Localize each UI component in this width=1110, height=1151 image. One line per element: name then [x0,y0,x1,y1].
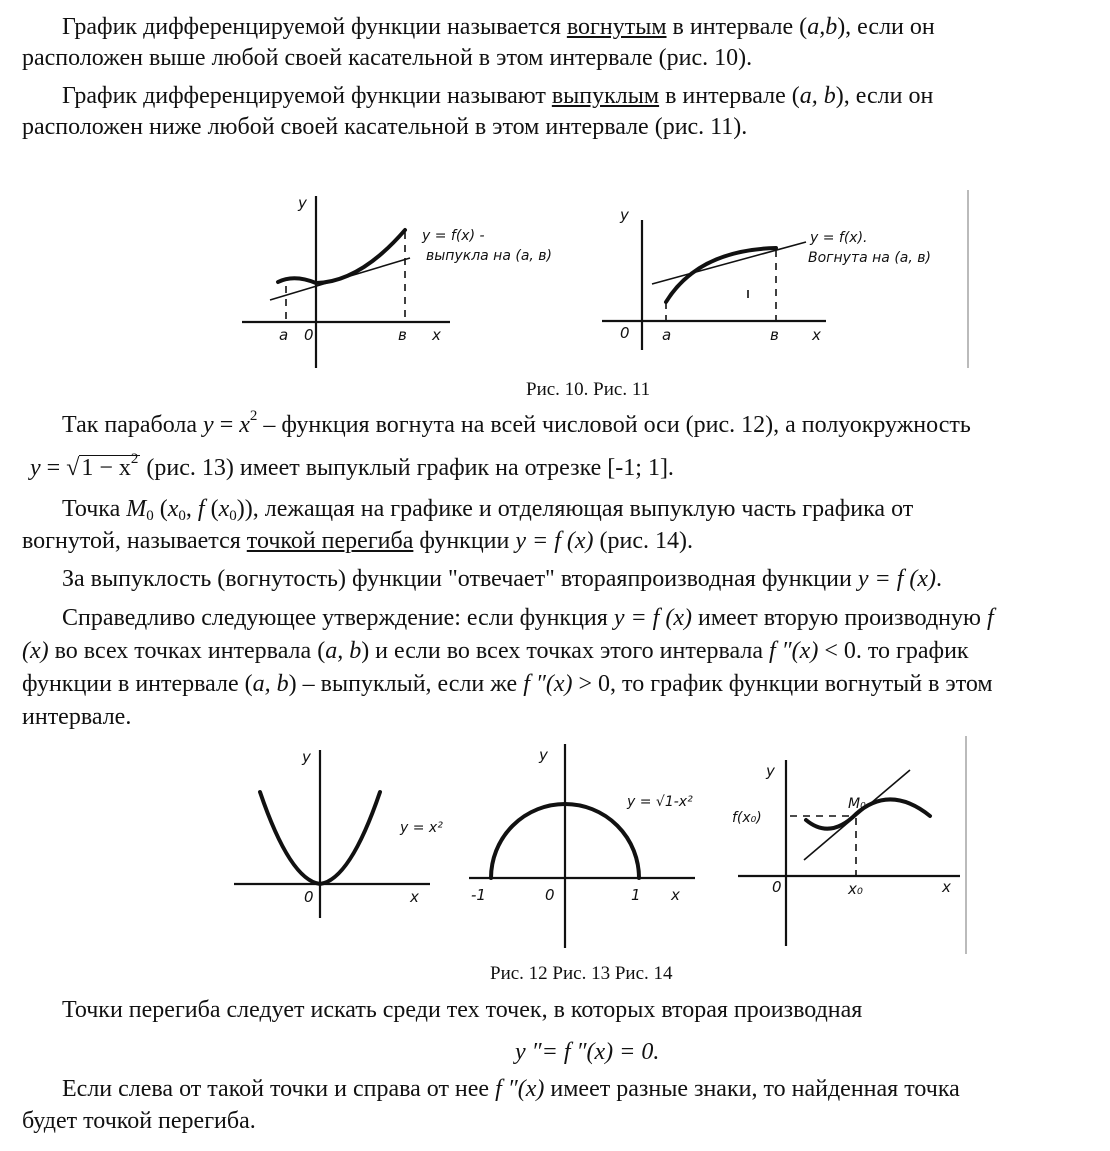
svg-text:y = f(x).: y = f(x). [810,230,868,246]
svg-text:Вогнута на (a, в): Вогнута на (a, в) [808,250,931,266]
p3-line2: $y = √1 - x^2$ (рис. 13) имеет выпуклый график на отрезке [-1; 1]. [30,451,674,481]
p4-line1: Точка $M_0$ ($x_0$, f $(x_0)$), лежащая на графике и отделяющая выпуклую часть графика от [62,496,914,524]
svg-text:0: 0 [620,324,630,342]
term-inflection-point: точкой перегиба [246,528,414,554]
p4-line2: вогнутой, называется точкой перегиба функции y = f (x) (рис. 14). [22,528,694,554]
figure-11 [600,190,990,370]
figure-14 [730,736,980,956]
svg-text:x: x [671,886,680,904]
svg-text:в: в [770,326,779,344]
p2-line1: График дифференцируемой функции называют выпуклым в интервале (a, b), если он [62,83,934,109]
p2-line2: расположен ниже любой своей касательной в этом интервале (рис. 11). [22,114,748,140]
svg-text:y: y [539,746,548,764]
p8-line1: Если слева от такой точки и справа от нее f ″(x) имеет разные знаки, то найденная точка [62,1076,960,1102]
p6-line1: Справедливо следующее утверждение: если функция y = f (x) имеет вторую производную f [62,605,994,631]
svg-text:0: 0 [304,326,314,344]
figure-13 [465,740,725,950]
caption-fig12-14: Рис. 12 Рис. 13 Рис. 14 [490,963,673,984]
svg-text:x: x [432,326,441,344]
svg-text:0: 0 [304,888,314,906]
p6-line4: интервале. [22,704,132,730]
p1-line1: График дифференцируемой функции называется вогнутым в интервале (a,b), если он [62,14,935,40]
svg-text:x₀: x₀ [848,880,863,898]
svg-text:y: y [620,206,629,224]
svg-text:a: a [662,326,672,344]
p6-line2: (x) во всех точках интервала (a, b) и если во всех точках этого интервала f ″(x) < 0. то график [22,638,969,664]
p8-line2: будет точкой перегиба. [22,1108,256,1134]
figure-10 [230,190,600,370]
svg-text:a: a [279,326,289,344]
p1-line2: расположен выше любой своей касательной в этом интервале (рис. 10). [22,45,753,71]
svg-text:в: в [398,326,407,344]
term-concave: вогнутым [566,14,667,40]
svg-text:x: x [812,326,821,344]
p7-equation: y ″= f ″(x) = 0. [515,1039,660,1065]
svg-text:f(x₀): f(x₀) [732,810,762,826]
svg-text:y = f(x) -: y = f(x) - [422,228,485,244]
svg-text:y = x²: y = x² [400,820,443,836]
p7-line1: Точки перегиба следует искать среди тех точек, в которых вторая производная [62,997,863,1023]
p5-line1: За выпуклость (вогнутость) функции "отвечает" втораяпроизводная функции y = f (x). [62,566,942,592]
svg-text:x: x [942,878,951,896]
svg-text:M₀: M₀ [848,796,866,812]
figure-12 [230,740,470,920]
svg-text:y: y [766,762,775,780]
svg-text:-1: -1 [471,886,486,904]
svg-text:0: 0 [772,878,782,896]
svg-text:выпукла на (a, в): выпукла на (a, в) [426,248,553,264]
p3-line1: Так парабола $y = x^2$ – функция вогнута на всей числовой оси (рис. 12), а полуокружность [62,408,971,438]
svg-text:x: x [410,888,419,906]
caption-fig10-11: Рис. 10. Рис. 11 [526,379,651,400]
svg-text:y: y [302,748,311,766]
svg-text:1: 1 [631,886,641,904]
svg-text:0: 0 [545,886,555,904]
p6-line3: функции в интервале (a, b) – выпуклый, если же f ″(x) > 0, то график функции вогнутый в этом [22,671,993,697]
term-convex: выпуклым [551,83,660,109]
svg-text:y: y [298,194,307,212]
sqrt-expression: $1 - x^2$ [81,451,139,481]
svg-text:y = √1-x²: y = √1-x² [627,794,693,810]
